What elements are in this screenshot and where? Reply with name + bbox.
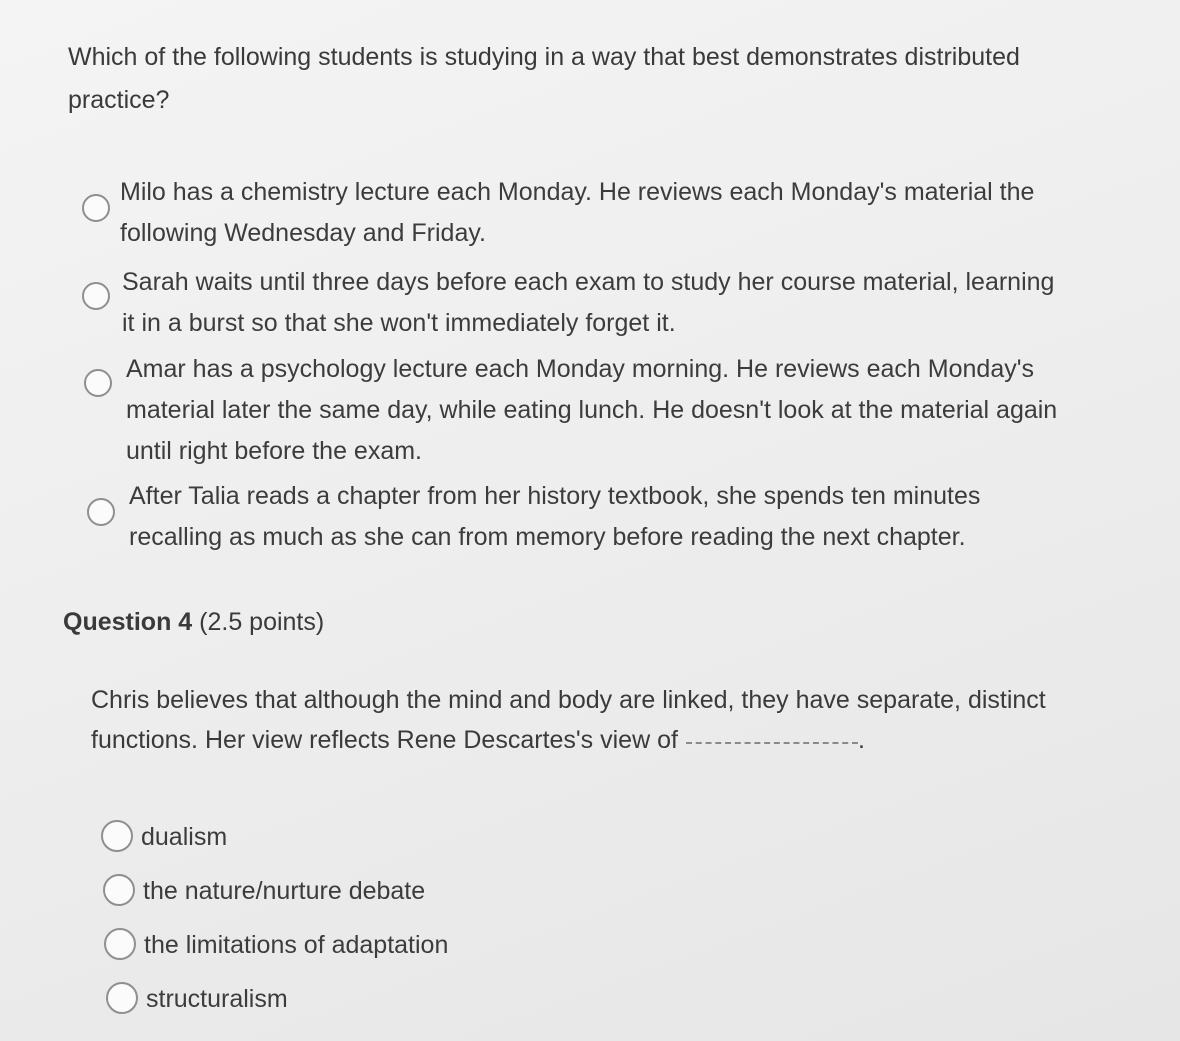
- q3-option-milo[interactable]: [82, 172, 1082, 254]
- q3-option-sarah[interactable]: [82, 262, 1082, 344]
- q4-radio-adaptation[interactable]: [104, 928, 136, 960]
- q4-radio-nature-nurture[interactable]: [103, 874, 135, 906]
- q3-radio-talia[interactable]: [87, 498, 115, 526]
- question-3-prompt: Which of the following students is studying in a way that best demonstrates distributed practice?: [68, 43, 1020, 114]
- q4-option-label[interactable]: the limitations of adaptation: [144, 931, 449, 959]
- question-4-title: Question 4: [63, 608, 193, 636]
- q3-option-talia[interactable]: [87, 476, 1087, 558]
- q4-option-nature-nurture[interactable]: [103, 874, 425, 908]
- q4-option-adaptation[interactable]: [104, 928, 448, 962]
- question-4-prompt-end: .: [857, 726, 865, 754]
- q3-radio-milo[interactable]: [82, 194, 110, 222]
- q3-option-label[interactable]: Milo has a chemistry lecture each Monday. He reviews each Monday's material the following Wednesday and Friday.: [120, 178, 1035, 247]
- q4-radio-structuralism[interactable]: [106, 982, 138, 1014]
- q3-option-label[interactable]: Sarah waits until three days before each exam to study her course material, learning it in a burst so that she won't immediately forget it.: [122, 268, 1055, 337]
- q3-option-amar[interactable]: [84, 349, 1094, 472]
- q4-option-label[interactable]: structuralism: [146, 985, 288, 1013]
- q4-option-structuralism[interactable]: [106, 982, 288, 1016]
- q3-radio-sarah[interactable]: [82, 282, 110, 310]
- q4-option-label[interactable]: the nature/nurture debate: [143, 877, 426, 905]
- question-4-header: [63, 604, 324, 640]
- question-4-prompt-block: [91, 680, 1051, 760]
- q4-radio-dualism[interactable]: [101, 820, 133, 852]
- q4-option-dualism[interactable]: [101, 820, 227, 854]
- q4-option-label[interactable]: dualism: [141, 823, 228, 851]
- answer-blank: [686, 741, 858, 744]
- question-4-points: (2.5 points): [199, 608, 325, 636]
- q3-option-label[interactable]: After Talia reads a chapter from her history textbook, she spends ten minutes recalling as much as she can from memory before reading the next chapter.: [129, 482, 981, 551]
- q3-radio-amar[interactable]: [84, 369, 112, 397]
- question-4-prompt: Chris believes that although the mind and body are linked, they have separate, distinct functions. Her view reflects Rene Descartes's view of: [91, 686, 1046, 754]
- q3-option-label[interactable]: Amar has a psychology lecture each Monday morning. He reviews each Monday's material later the same day, while eating lunch. He doesn't look at the material again until right before the exam.: [126, 355, 1058, 465]
